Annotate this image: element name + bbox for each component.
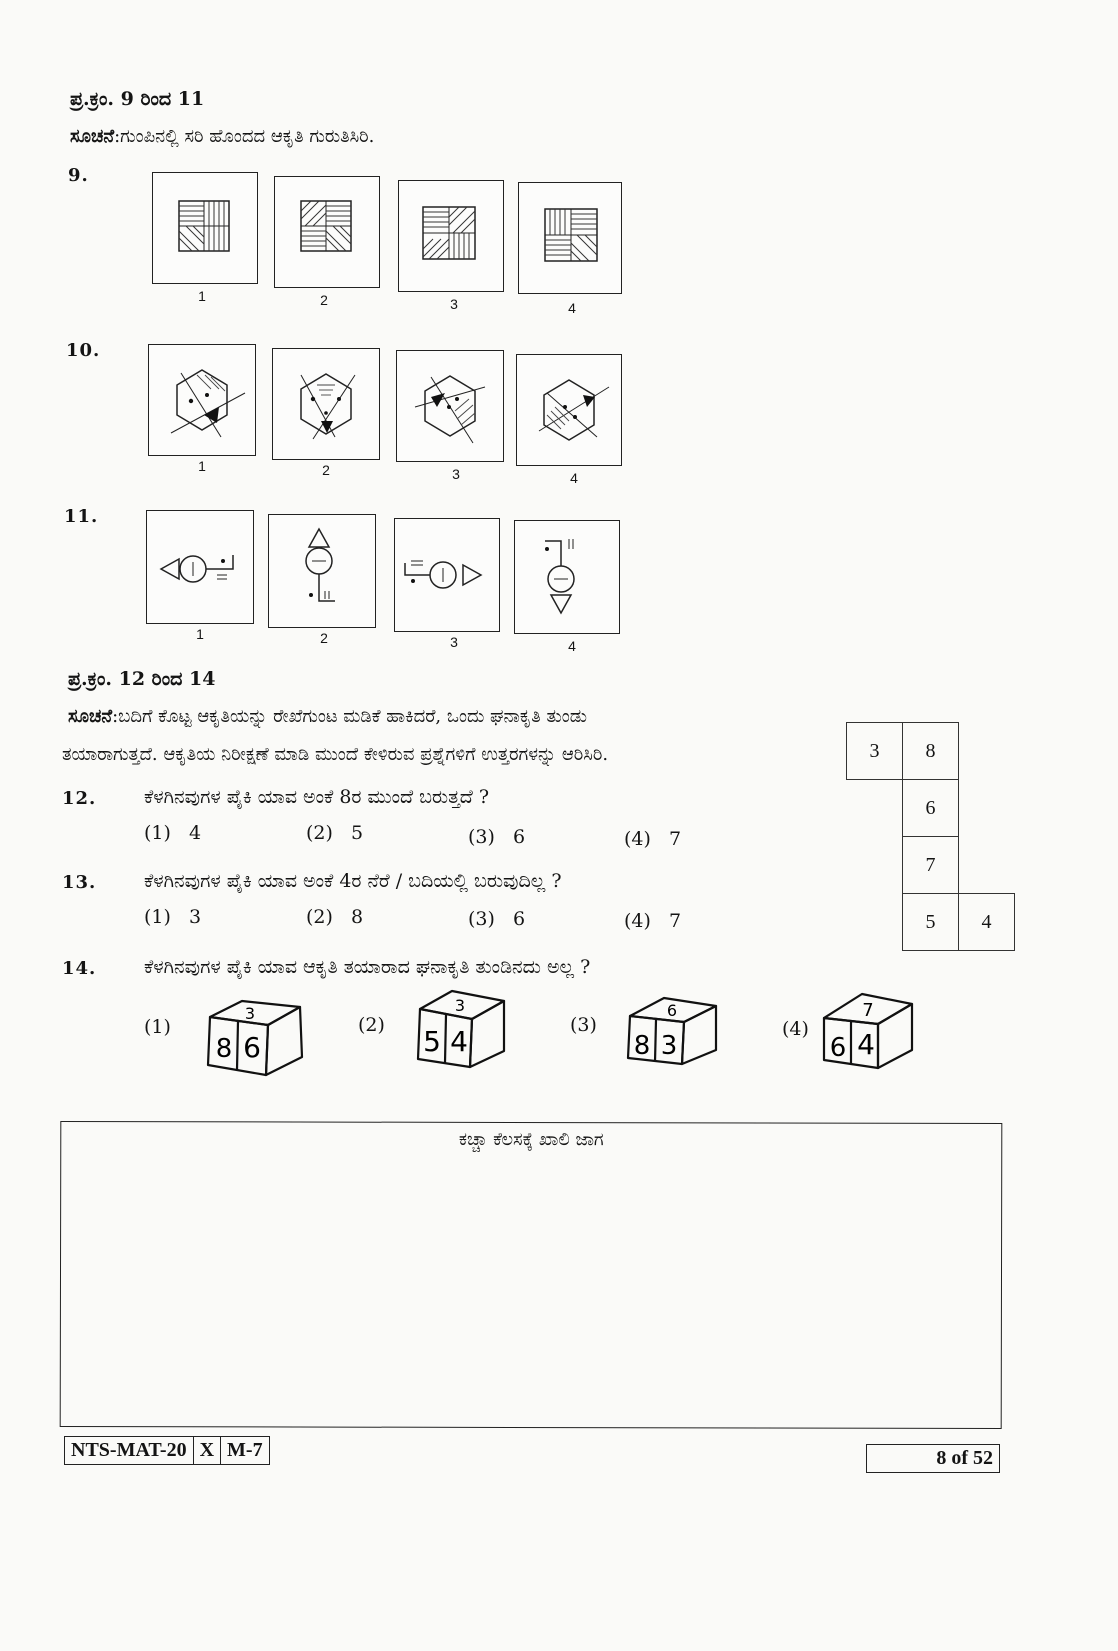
page-number: 8 of 52 [936,1447,993,1469]
circle-arrow-figure [395,519,499,631]
question-number-14: 14. [62,958,97,979]
cube-left-face: 6 [829,1033,847,1063]
q11-label-3: 3 [450,634,458,650]
option-value: 6 [513,908,526,930]
net-cell: 7 [903,837,959,894]
instruction-9-11 [70,126,374,147]
hexagon-figure [397,351,503,461]
q14-option-2-number: (2) [358,1014,385,1036]
rough-work-box[interactable] [60,1121,1003,1429]
net-cell: 4 [959,894,1015,951]
option-value: 8 [351,906,364,928]
section-heading-12-14: ಪ್ರ.ಕ್ರಂ. 12 ರಿಂದ 14 [68,668,216,690]
q11-figure-2[interactable] [268,514,376,628]
net-cell: 8 [903,723,959,780]
q14-option-4-cube[interactable] [818,988,918,1074]
question-number-12: 12. [62,788,97,809]
q10-figure-1[interactable] [148,344,256,456]
q13-option-4[interactable] [624,910,681,932]
q13-option-2[interactable] [306,906,363,928]
q9-label-4: 4 [568,300,576,316]
q12-option-1[interactable] [144,822,201,844]
q10-label-3: 3 [452,466,460,482]
option-number: (1) [144,822,171,844]
question-number-13: 13. [62,872,97,893]
q11-figure-1[interactable] [146,510,254,624]
question-number-9: 9. [68,165,89,186]
circle-arrow-figure [147,511,253,623]
option-value: 4 [189,822,202,844]
hatched-square-figure [275,177,379,287]
option-number: (2) [306,906,333,928]
paper-class: X [194,1437,221,1464]
q11-figure-4[interactable] [514,520,620,634]
cube-top-face: 6 [666,1001,678,1020]
q9-label-2: 2 [320,292,328,308]
q14-option-2-cube[interactable] [412,985,512,1073]
circle-arrow-figure [515,521,619,633]
hatched-square-figure [519,183,621,293]
hint-label: ಸೂಚನೆ [68,706,113,727]
cube-left-face: 8 [633,1031,651,1061]
q14-option-3-cube[interactable] [624,992,724,1072]
paper-code: NTS-MAT-20 [65,1437,194,1464]
option-number: (3) [468,826,495,848]
q14-text: ಕೆಳಗಿನವುಗಳ ಪೈಕಿ ಯಾವ ಆಕೃತಿ ತಯಾರಾದ ಘನಾಕೃತಿ ತುಂಡಿನದು ಅಲ್ಲ ? [144,956,591,978]
q13-option-3[interactable] [468,908,525,930]
q12-option-3[interactable] [468,826,525,848]
hatched-square-figure [153,173,257,283]
q11-figure-3[interactable] [394,518,500,632]
paper-medium: M-7 [227,1439,263,1461]
hexagon-figure [517,355,621,465]
net-cell: 6 [903,780,959,837]
net-cell: 5 [903,894,959,951]
q10-figure-4[interactable] [516,354,622,466]
hint-line-2: ತಯಾರಾಗುತ್ತದೆ. ಆಕೃತಿಯ ನಿರೀಕ್ಷಣೆ ಮಾಡಿ ಮುಂದೆ ಕೇಳಿರುವ ಪ್ರಶ್ನೆಗಳಿಗೆ ಉತ್ತರಗಳನ್ನು ಆರಿಸಿರಿ. [62,744,609,765]
q14-option-3-number: (3) [570,1014,597,1036]
q13-text: ಕೆಳಗಿನವುಗಳ ಪೈಕಿ ಯಾವ ಅಂಕೆ 4ರ ನೆರೆ / ಬದಿಯಲ್ಲಿ ಬರುವುದಿಲ್ಲ ? [144,870,562,892]
hint-text: :ಗುಂಪಿನಲ್ಲಿ ಸರಿ ಹೊಂದದ ಆಕೃತಿ ಗುರುತಿಸಿರಿ. [114,126,375,147]
option-value: 3 [189,906,202,928]
rough-work-title: ಕಚ್ಚಾ ಕೆಲಸಕ್ಕೆ ಖಾಲಿ ಜಾಗ [458,1128,604,1151]
cube-left-face: 5 [423,1025,441,1058]
q9-figure-1[interactable] [152,172,258,284]
option-value: 6 [513,826,526,848]
q13-option-1[interactable] [144,906,201,928]
hint-label: ಸೂಚನೆ [70,126,115,147]
hexagon-figure [149,345,255,455]
option-number: (2) [306,822,333,844]
q10-figure-3[interactable] [396,350,504,462]
cube-right-face: 3 [660,1031,678,1061]
page-number-box [866,1444,1000,1473]
option-value: 7 [669,828,682,850]
instruction-12-14 [68,706,828,727]
q12-text: ಕೆಳಗಿನವುಗಳ ಪೈಕಿ ಯಾವ ಅಂಕೆ 8ರ ಮುಂದೆ ಬರುತ್ತದೆ ? [144,786,490,808]
option-value: 5 [351,822,364,844]
q11-label-2: 2 [320,630,328,646]
q11-label-4: 4 [568,638,576,654]
q12-option-2[interactable] [306,822,363,844]
cube-top-face: 3 [244,1004,256,1023]
q11-label-1: 1 [196,626,204,642]
cube-right-face: 4 [857,1028,875,1061]
question-number-11: 11. [64,506,99,527]
hint-line-1: :ಬದಿಗೆ ಕೊಟ್ಟ ಆಕೃತಿಯನ್ನು ರೇಖೆಗುಂಟ ಮಡಿಕೆ ಹಾಕಿದರೆ, ಒಂದು ಘನಾಕೃತಿ ತುಂಡು [112,706,587,727]
q14-option-1-number: (1) [144,1016,171,1038]
section-heading-9-11: ಪ್ರ.ಕ್ರಂ. 9 ರಿಂದ 11 [70,88,205,110]
q10-label-2: 2 [322,462,330,478]
option-number: (3) [468,908,495,930]
q9-label-1: 1 [198,288,206,304]
question-number-10: 10. [66,340,101,361]
q9-figure-3[interactable] [398,180,504,292]
cube-top-face: 3 [454,996,466,1015]
footer-code-box [64,1436,270,1465]
circle-arrow-figure [269,515,375,627]
q10-label-4: 4 [570,470,578,486]
q14-option-1-cube[interactable] [200,995,310,1080]
cube-right-face: 6 [243,1031,261,1064]
net-cell: 3 [847,723,903,780]
hexagon-figure [273,349,379,459]
cube-top-face: 7 [862,1000,874,1021]
option-number: (4) [624,910,651,932]
cube-left-face: 8 [215,1034,233,1064]
option-number: (1) [144,906,171,928]
q10-label-1: 1 [198,458,206,474]
hatched-square-figure [399,181,503,291]
q10-figure-2[interactable] [272,348,380,460]
cube-right-face: 4 [450,1025,468,1058]
q9-figure-4[interactable] [518,182,622,294]
q9-label-3: 3 [450,296,458,312]
cube-net [846,722,1015,951]
q9-figure-2[interactable] [274,176,380,288]
q14-option-4-number: (4) [782,1018,809,1040]
q12-option-4[interactable] [624,828,681,850]
option-number: (4) [624,828,651,850]
option-value: 7 [669,910,682,932]
